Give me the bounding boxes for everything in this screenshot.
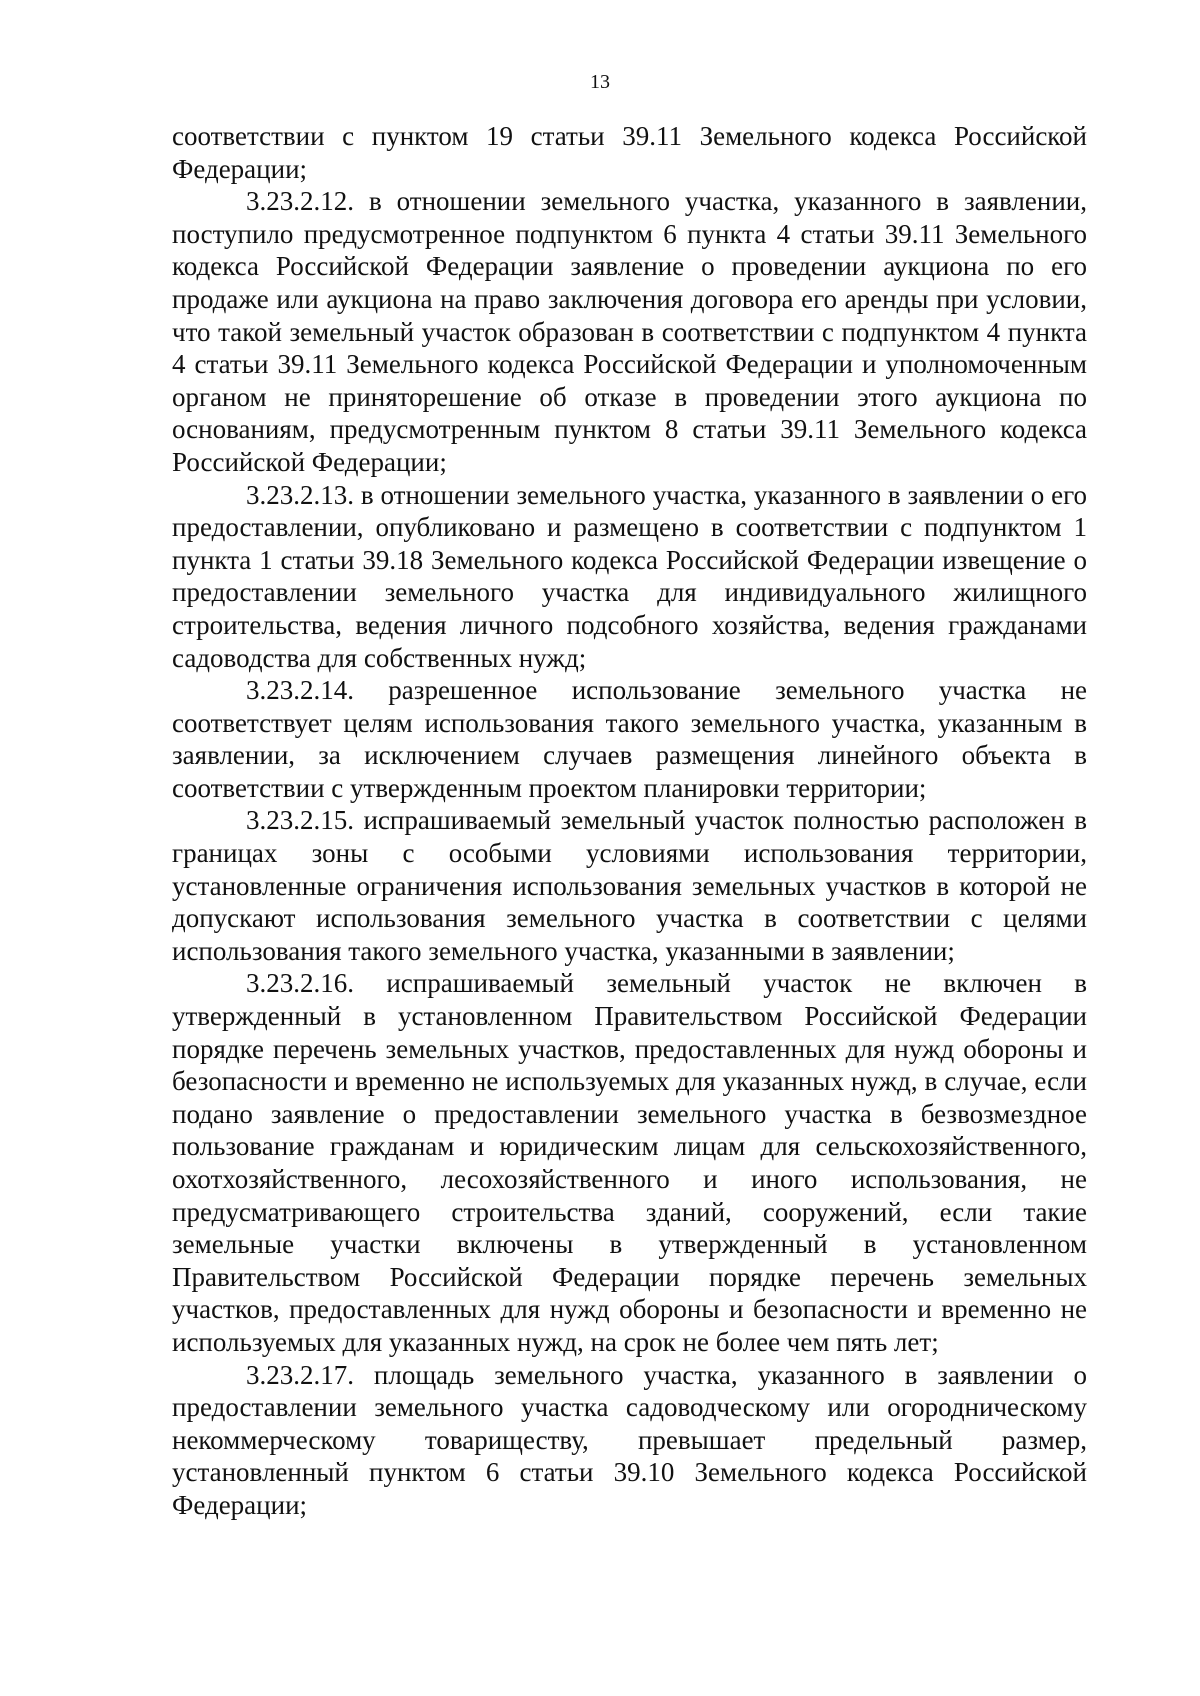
paragraph-3-23-2-15: 3.23.2.15. испрашиваемый земельный участок полностью расположен в границах зоны с особыми условиями использования территории, установленные ограничения использования земельных участков в которой не допускают использования земельного участка в соответствии с целями использования такого земельного участка, указанными в заявлении;: [172, 805, 1087, 966]
paragraph-3-23-2-16: 3.23.2.16. испрашиваемый земельный участок не включен в утвержденный в установленном Правительством Российской Федерации порядке перечень земельных участков, предоставленных для нужд обороны и безопасности и временно не используемых для указанных нужд, в случае, если подано заявление о предоставлении земельного участка в безвозмездное пользование гражданам и юридическим лицам для сельскохозяйственного, охотхозяйственного, лесохозяйственного и иного использования, не предусматривающего строительства зданий, сооружений, если такие земельные участки включены в утвержденный в установленном Правительством Российской Федерации порядке перечень земельных участков, предоставленных для нужд обороны и безопасности и временно не используемых для указанных нужд, на срок не более чем пять лет;: [172, 968, 1087, 1357]
paragraph-3-23-2-14: 3.23.2.14. разрешенное использование земельного участка не соответствует целям использования такого земельного участка, указанным в заявлении, за исключением случаев размещения линейного объекта в соответствии с утвержденным проектом планировки территории;: [172, 675, 1087, 803]
paragraph-3-23-2-17: 3.23.2.17. площадь земельного участка, указанного в заявлении о предоставлении земельного участка садоводческому или огородническому некоммерческому товариществу, превышает предельный размер, установленный пунктом 6 статьи 39.10 Земельного кодекса Российской Федерации;: [172, 1359, 1087, 1520]
document-body: [172, 120, 1087, 1522]
paragraph-3-23-2-12: 3.23.2.12. в отношении земельного участка, указанного в заявлении, поступило предусмотренное подпунктом 6 пункта 4 статьи 39.11 Земельного кодекса Российской Федерации заявление о проведении аукциона по его продаже или аукциона на право заключения договора его аренды при условии, что такой земельный участок образован в соответствии с подпунктом 4 пункта 4 статьи 39.11 Земельного кодекса Российской Федерации и уполномоченным органом не приняторешение об отказе в проведении этого аукциона по основаниям, предусмотренным пунктом 8 статьи 39.11 Земельного кодекса Российской Федерации;: [172, 186, 1087, 477]
paragraph-continuation: соответствии с пунктом 19 статьи 39.11 Земельного кодекса Российской Федерации;: [172, 121, 1087, 184]
page-number: 13: [590, 71, 610, 93]
paragraph-3-23-2-13: 3.23.2.13. в отношении земельного участка, указанного в заявлении о его предоставлении, опубликовано и размещено в соответствии с подпунктом 1 пункта 1 статьи 39.18 Земельного кодекса Российской Федерации извещение о предоставлении земельного участка для индивидуального жилищного строительства, ведения личного подсобного хозяйства, ведения гражданами садоводства для собственных нужд;: [172, 479, 1087, 673]
